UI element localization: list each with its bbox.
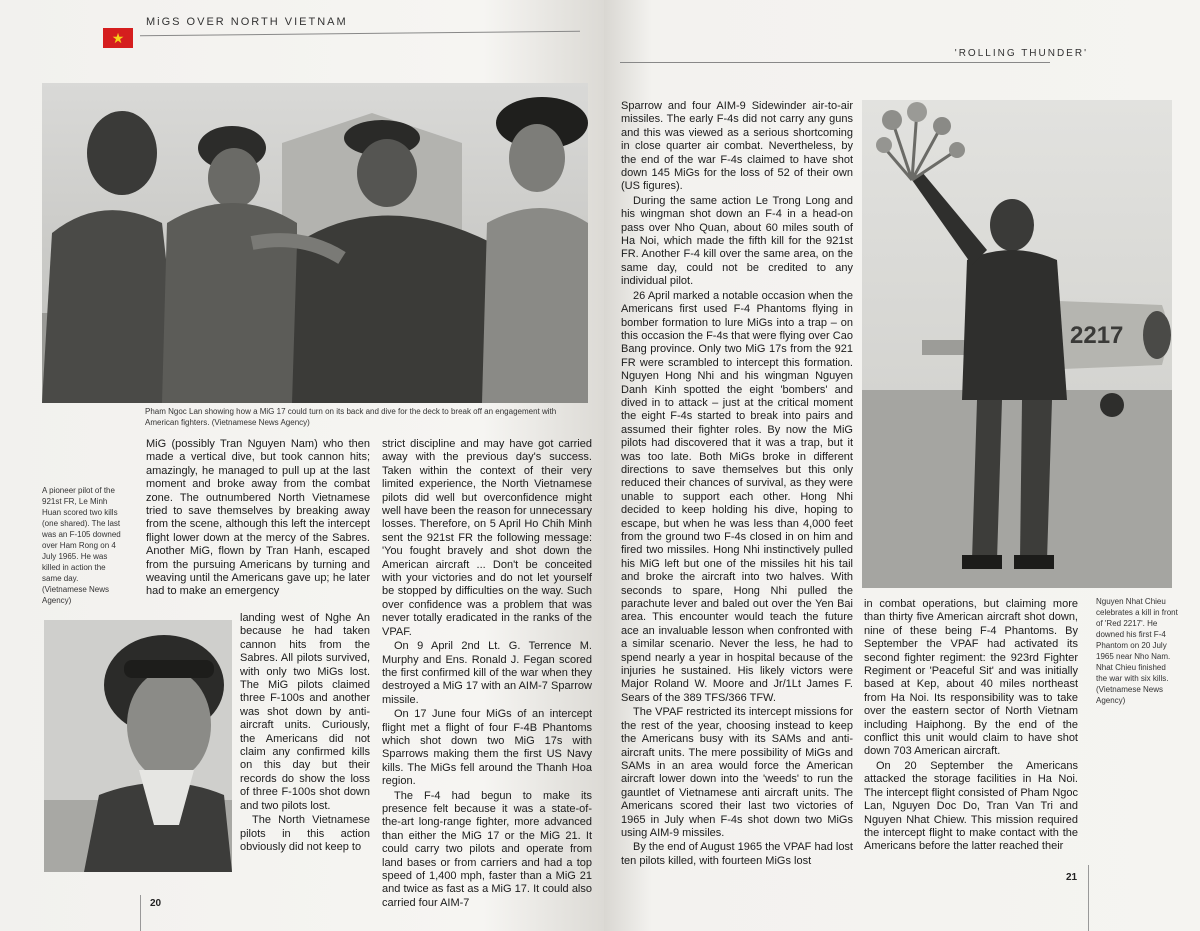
paragraph: 26 April marked a notable occasion when the Americans first used F-4 Phantoms flying in bomber formation to lure MiGs into a trap – on this occasion the F-4s that were flying over Cao Bang province. Only two MiG 17s from the 921 FR were scrambled to intercept this formation. Nguyen Hong Nhi and his wingman Nguyen Danh Kinh spotted the eight 'bombers' and dived in to attack – just at the critical moment the eight F-4s started to break into pairs and assumed their fighter roles. By now the MiG pilots had discovered that it was a trap, but it was too late. Both MiGs broke in different directions to save themselves but this only reduced their chances of survival, as they were unable to support each other. Hong Nhi decided to keep holding his dive, hoping to escape, but when he was less than 4,000 feet from the ground two F-4s closed in on him and fired two missiles. Hong Nhi instinctively pulled his MiG left but one of the missiles hit his tail and broke the aircraft into two halves. With seconds to spare, Hong Nhi pulled the parachute lever and baled out over the Yen Bai area. This encounter would teach the future ace an invaluable lesson when confronted with a similar scenario. Never the less, he had to spend nearly a year in hospital because of the injuries he sustained. His likely victors were Major Roland W. Moore and Jr/1Lt James F. Sears of the 389 TFS/366 TFW. <box>621 289 853 704</box>
folio-rule <box>140 895 141 931</box>
paragraph: The North Vietnamese pilots in this action obviously did not keep to <box>240 814 370 853</box>
paragraph: Sparrow and four AIM-9 Sidewinder air-to-air missiles. The early F-4s did not carry any guns and this was viewed as a serious shortcoming in close quarter air combat. Nevertheless, by the end of the war F-4s claimed to have shot down 145 MiGs for the loss of 52 of their own (US figures). <box>621 100 853 193</box>
portrait-caption: A pioneer pilot of the 921st FR, Le Minh Huan scored two kills (one shared). The last was an F-105 downed over Ham Rong on 4 July 1965. He was killed in action the same day. (Vietnamese News Agency) <box>42 486 121 605</box>
paragraph: MiG (possibly Tran Nguyen Nam) who then made a vertical dive, but took cannon hits; amazingly, he managed to pull up at the last moment and broke away from the combat zone. The outnumbered North Vietnamese tried to save themselves by breaking away from the scene, although this left the intercept flight lower down at the mercy of the Sabres. Another MiG, flown by Tran Hanh, escaped from the pursuing Americans by turning and weaving until the Americans gave up; he later had to make an emergency <box>146 438 370 598</box>
paragraph: During the same action Le Trong Long and his wingman shot down an F-4 in a head-on pass over Nho Quan, about 60 miles south of Ha Noi, which made the fifth kill for the 921st FR. Another F-4 kill over the same area, on the same day, could not be credited to any individual pilot. <box>621 194 853 288</box>
paragraph: On 20 September the Americans attacked the storage facilities in Ha Noi. The intercept flight consisted of Pham Ngoc Lan, Nguyen Doc Do, Tran Van Tri and Nguyen Nhat Chiew. This mission required the intercept flight to make contact with the Americans before the latter reached their <box>864 759 1078 853</box>
paragraph: The VPAF restricted its intercept missions for the rest of the year, choosing instead to keep the Americans busy with its SAMs and anti-aircraft units. The mere possibility of MiGs and SAMs in an area would force the American aircraft lower down into the 'weeds' to run the gauntlet of Vietnamese anti aircraft units. The Americans scored their last two victories of 1965 in July when F-4s shot down two MiGs using AIM-9 missiles. <box>621 706 853 839</box>
paragraph: By the end of August 1965 the VPAF had lost ten pilots killed, with fourteen MiGs lost <box>621 841 853 867</box>
vietnam-flag-icon: ★ <box>103 28 133 48</box>
paragraph: On 17 June four MiGs of an intercept flight met a flight of four F-4B Phantoms which shot down two MiG 17s with Sparrows making them the first US Navy kills. The MiGs fell around the Thanh Hoa region. <box>382 708 592 788</box>
page-number: 21 <box>1066 872 1078 883</box>
pilot-celebration-photo <box>862 100 1172 588</box>
right-column-2 <box>864 598 1078 855</box>
header-rule <box>620 62 1050 63</box>
header-rule <box>140 31 580 37</box>
right-photo-caption: Nguyen Nhat Chieu celebrates a kill in front of 'Red 2217'. He downed his first F-4 Phantom on 20 July 1965 near Nho Nam. Nhat Chieu finished the war with six kills. (Vietnamese News Agency) <box>1096 597 1178 705</box>
right-column-1 <box>621 100 853 869</box>
paragraph: On 9 April 2nd Lt. G. Terrence M. Murphy and Ens. Ronald J. Fegan scored the first confirmed kill of the war when they destroyed a MiG 17 with an AIM-7 Sparrow missile. <box>382 640 592 706</box>
aircraft-number: 2217 <box>1070 322 1124 349</box>
pilot-portrait-photo <box>44 620 232 872</box>
top-photo-caption: Pham Ngoc Lan showing how a MiG 17 could turn on its back and dive for the deck to break off an engagement with American fighters. (Vietnamese News Agency) <box>145 407 557 427</box>
left-running-head: MiGS OVER NORTH VIETNAM <box>146 16 348 28</box>
left-column-2 <box>382 438 592 911</box>
paragraph: strict discipline and may have got carried away with the previous day's success. Taken within the context of their very limited experience, the North Vietnamese pilots did well but overconfidence might well have been the reason for unnecessary losses. Therefore, on 5 April Ho Chih Minh sent the 921st FR the following message: 'You fought bravely and shot down the American aircraft ... Don't be conceited with your victories and do not let yourself be stopped by difficulties on the way. Such over confidence was a problem that was never totally eradicated in the ranks of the VPAF. <box>382 438 592 638</box>
paragraph: The F-4 had begun to make its presence felt because it was a state-of-the-art long-range fighter, more advanced than either the MiG 17 or the MiG 21. It could carry two pilots and operate from land bases or from carriers and had a top speed of 1,400 mph, faster than a MiG 21 and twice as fast as a MiG 17. It could also carried four AIM-7 <box>382 789 592 909</box>
group-photo <box>42 83 588 403</box>
page-number: 20 <box>150 898 162 909</box>
left-column-1-bottom <box>240 612 370 855</box>
right-running-head: 'ROLLING THUNDER' <box>954 48 1088 59</box>
paragraph: landing west of Nghe An because he had taken cannon hits from the Sabres. All pilots survived, with only two MiGs lost. The MiG pilots claimed three F-100s and another was shot down by anti-aircraft units. Curiously, the Americans did not claim any confirmed kills on this day but their records do show the loss of three F-100s shot down and two pilots lost. <box>240 612 370 812</box>
paragraph: in combat operations, but claiming more than thirty five American aircraft shot down, nine of these being F-4 Phantoms. By September the VPAF had activated its second fighter regiment: the 923rd Fighter Regiment or 'Peaceful Sit' and was initially based at Kep, about 40 miles northeast from Ha Noi. Its responsibility was to take over the eastern sector of North Vietnam including Haiphong. By the end of the conflict this unit would claim to have shot down 703 American aircraft. <box>864 598 1078 758</box>
left-column-1-top <box>146 438 370 600</box>
folio-rule <box>1088 865 1089 931</box>
